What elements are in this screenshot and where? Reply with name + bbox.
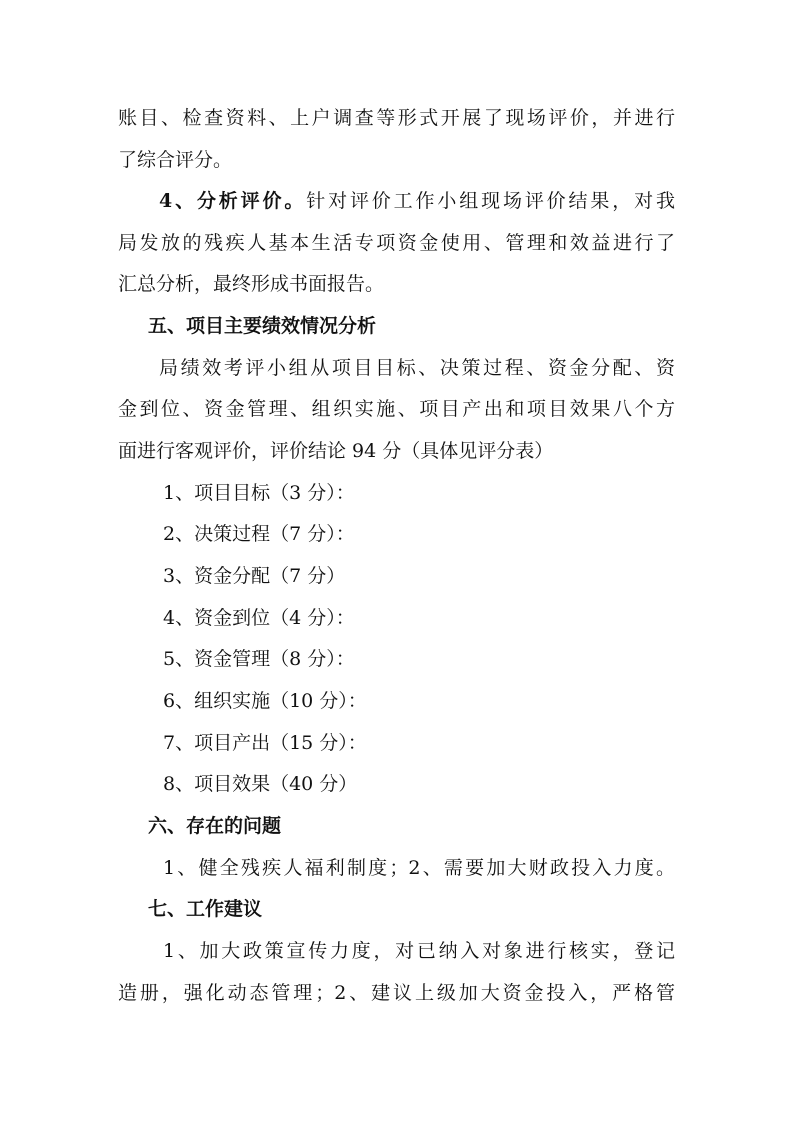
list-item: 4、资金到位（4 分）： — [163, 607, 355, 629]
paragraph-line: 局发放的残疾人基本生活专项资金使用、管理和效益进行了 — [118, 232, 675, 254]
paragraph-line: 账目、检查资料、上户调查等形式开展了现场评价，并进行 — [118, 107, 675, 129]
section-heading: 五、项目主要绩效情况分析 — [148, 315, 377, 337]
list-item: 1、项目目标（3 分）： — [163, 482, 355, 504]
paragraph-line: 了综合评分。 — [118, 149, 233, 171]
paragraph-line: 汇总分析，最终形成书面报告。 — [118, 273, 385, 295]
paragraph-line: 造册，强化动态管理；2、建议上级加大资金投入，严格管 — [118, 982, 675, 1004]
paragraph-line: 面进行客观评价，评价结论 94 分（具体见评分表） — [118, 440, 554, 462]
paragraph-line: 1、健全残疾人福利制度；2、需要加大财政投入力度。 — [163, 857, 675, 879]
list-item: 3、资金分配（7 分） — [163, 565, 346, 587]
step-lead: 4、分析评价。 — [159, 190, 307, 212]
section-heading: 七、工作建议 — [148, 898, 263, 920]
list-item: 2、决策过程（7 分）： — [163, 523, 355, 545]
list-item: 5、资金管理（8 分）： — [163, 648, 355, 670]
paragraph-line: 1、加大政策宣传力度，对已纳入对象进行核实，登记 — [163, 940, 675, 962]
paragraph-text: 针对评价工作小组现场评价结果，对我 — [306, 190, 675, 212]
list-item: 6、组织实施（10 分）： — [163, 690, 367, 712]
paragraph-line: 金到位、资金管理、组织实施、项目产出和项目效果八个方 — [118, 398, 675, 420]
paragraph-line: 局绩效考评小组从项目目标、决策过程、资金分配、资 — [159, 357, 675, 379]
list-item: 8、项目效果（40 分） — [163, 773, 358, 795]
list-item: 7、项目产出（15 分）： — [163, 732, 367, 754]
paragraph-line — [159, 189, 675, 213]
section-heading: 六、存在的问题 — [148, 815, 282, 837]
